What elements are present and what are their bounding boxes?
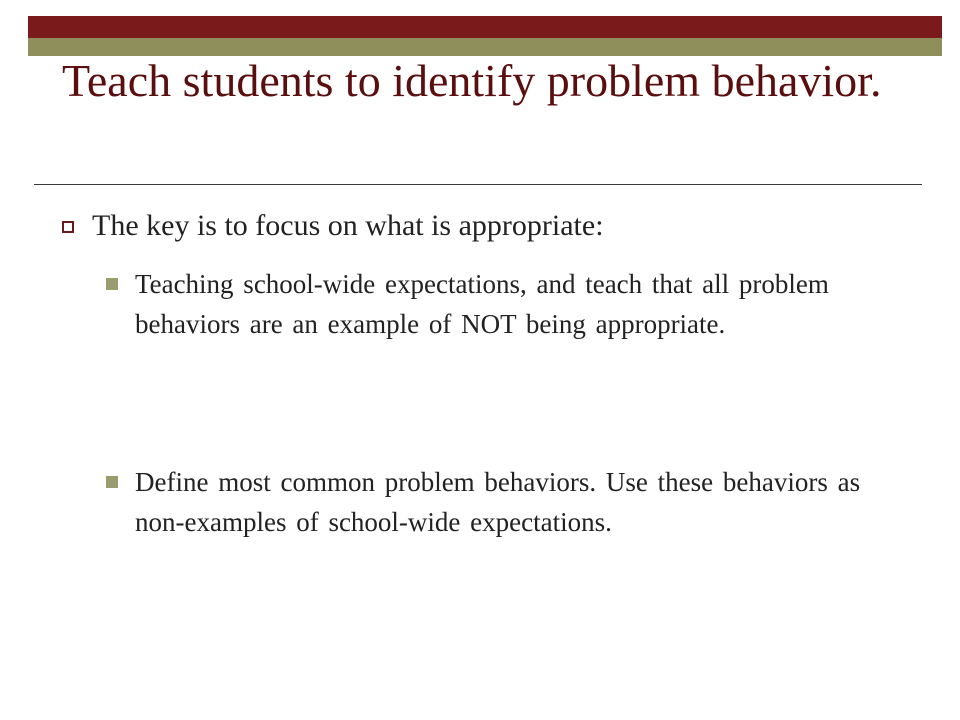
- solid-square-bullet-icon: [106, 278, 118, 290]
- bullet-level2: [106, 264, 896, 344]
- header-bar-maroon: [28, 16, 920, 38]
- bullet-level1-text: The key is to focus on what is appropriate:: [92, 209, 604, 242]
- header-square-olive: [920, 38, 942, 56]
- slide-title: Teach students to identify problem behavior.: [62, 55, 882, 106]
- bullet-level1: [62, 206, 922, 246]
- bullet-level2-text: Teaching school-wide expectations, and teach that all problem behaviors are an example of NOT being appropriate.: [135, 269, 829, 339]
- title-divider: [34, 184, 922, 185]
- hollow-square-bullet-icon: [62, 221, 74, 233]
- bullet-level2: [106, 462, 896, 542]
- solid-square-bullet-icon: [106, 476, 118, 488]
- header-square-maroon: [920, 16, 942, 38]
- bullet-level2-text: Define most common problem behaviors. Use these behaviors as non-examples of school-wide expectations.: [135, 467, 861, 537]
